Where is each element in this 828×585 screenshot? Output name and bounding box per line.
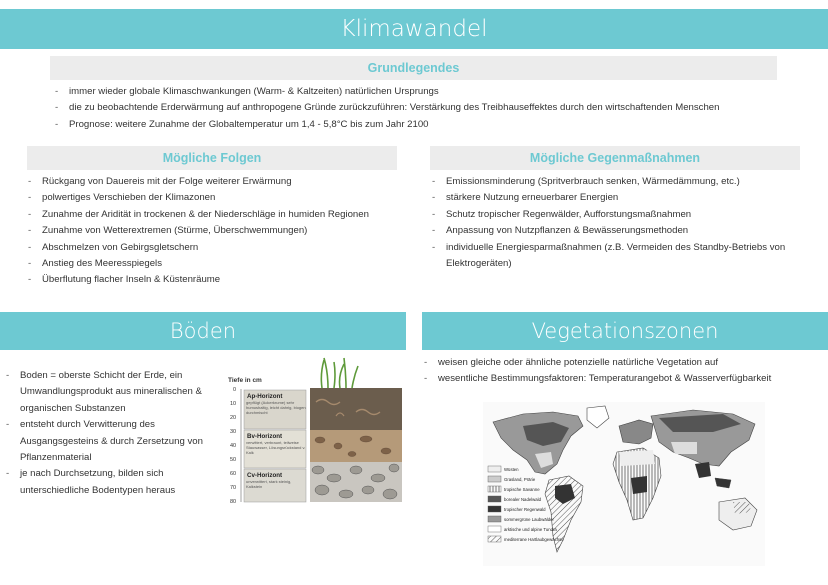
list-item: - Schutz tropischer Regenwälder, Aufforstungsmaßnahmen	[432, 207, 800, 223]
legend-swatch	[488, 536, 501, 542]
legend-swatch	[488, 526, 501, 532]
legend-label: mediterrane Hartlaubgewächse	[504, 537, 564, 542]
list-item: - polwertiges Verschieben der Klimazonen	[28, 190, 408, 206]
list-item: - Prognose: weitere Zunahme der Globaltemperatur um 1,4 - 5,8°C bis zum Jahr 2100	[55, 117, 775, 133]
list-item: - Anpassung von Nutzpflanzen & Bewässerungsmethoden	[432, 223, 800, 239]
grundlegendes-heading: Grundlegendes	[367, 61, 460, 75]
list-item: - Zunahme der Aridität in trockenen & der Niederschläge in humiden Regionen	[28, 207, 408, 223]
list-item: - Rückgang von Dauereis mit der Folge weiterer Erwärmung	[28, 174, 408, 190]
legend-swatch	[488, 466, 501, 472]
list-item: - individuelle Energiesparmaßnahmen (z.B. Vermeiden des Standby-Betriebs von Elektrogeräten)	[432, 240, 800, 273]
bv-horizon-name: Bv-Horizont	[247, 433, 283, 440]
legend-swatch	[488, 506, 501, 512]
legend-swatch	[488, 476, 501, 482]
vegetation-world-map	[483, 402, 765, 566]
vegetation-list	[424, 355, 824, 388]
list-item: - entsteht durch Verwitterung des Ausgangsgesteins & durch Zersetzung von Pflanzenmaterial	[6, 417, 218, 466]
page-title: Klimawandel	[340, 16, 488, 42]
depth-tick: 60	[230, 471, 237, 477]
ap-horizon-desc: gepflügt (Ackerkrume) sehr humushaltig, leicht dahrig, biogen durchmischt	[246, 400, 306, 415]
legend-label: sommergrüne Laubwälder	[504, 517, 554, 522]
depth-tick: 10	[230, 401, 237, 407]
folgen-heading: Mögliche Folgen	[162, 151, 262, 165]
grundlegendes-heading-box	[50, 56, 777, 80]
vegetation-banner	[422, 312, 828, 350]
list-item: - Emissionsminderung (Spritverbrauch senken, Wärmedämmung, etc.)	[432, 174, 800, 190]
legend-label: tropischer Regenwald	[504, 507, 546, 512]
legend-label: Grasland, Prärie	[504, 477, 536, 482]
cv-horizon-desc: unverwittert, stark steinig, Kalkstein	[246, 479, 292, 489]
depth-tick: 20	[230, 415, 237, 421]
list-item: - die zu beobachtende Erderwärmung auf anthropogene Gründe zurückzuführen: Verstärkung des Treibhauseffektes durch den wirtschaftenden Menschen	[55, 100, 775, 116]
list-item: - je nach Durchsetzung, bilden sich unterschiedliche Bodentypen heraus	[6, 466, 218, 499]
list-item: - immer wieder globale Klimaschwankungen (Warm- & Kaltzeiten) natürlichen Ursprungs	[55, 84, 775, 100]
depth-tick: 40	[230, 443, 237, 449]
list-item: - stärkere Nutzung erneuerbarer Energien	[432, 190, 800, 206]
depth-tick: 30	[230, 429, 237, 435]
depth-tick: 50	[230, 457, 237, 463]
legend-label: borealer Nadelwald	[504, 497, 542, 502]
folgen-list	[28, 174, 408, 289]
boeden-banner	[0, 312, 406, 350]
legend-swatch	[488, 486, 501, 492]
boeden-title: Böden	[169, 319, 237, 343]
cv-horizon-name: Cv-Horizont	[247, 472, 283, 479]
list-item: - Zunahme von Wetterextremen (Stürme, Überschwemmungen)	[28, 223, 408, 239]
depth-tick: 0	[233, 387, 237, 393]
list-item: - weisen gleiche oder ähnliche potenzielle natürliche Vegetation auf	[424, 355, 824, 371]
grundlegendes-list	[55, 84, 775, 133]
soil-column-illustration	[310, 358, 402, 502]
folgen-heading-box	[27, 146, 397, 170]
legend-swatch	[488, 496, 501, 502]
depth-tick: 70	[230, 485, 237, 491]
legend-label: tropische Savanne	[504, 487, 540, 492]
list-item: - wesentliche Bestimmungsfaktoren: Temperaturangebot & Wasserverfügbarkeit	[424, 371, 824, 387]
legend-swatch	[488, 516, 501, 522]
massnahmen-list	[432, 174, 800, 272]
list-item: - Abschmelzen von Gebirgsgletschern	[28, 240, 408, 256]
depth-label: Tiefe in cm	[228, 377, 262, 384]
legend-label: arktische und alpine Tundra	[504, 527, 557, 532]
list-item: - Überflutung flacher Inseln & Küstenräume	[28, 272, 408, 288]
soil-profile-diagram	[226, 354, 408, 508]
vegetation-title: Vegetationszonen	[531, 319, 719, 343]
legend-label: Wüsten	[504, 467, 519, 472]
list-item: - Boden = oberste Schicht der Erde, ein Umwandlungsprodukt aus mineralischen & organischen Substanzen	[6, 368, 218, 417]
list-item: - Anstieg des Meeresspiegels	[28, 256, 408, 272]
boeden-list	[6, 368, 218, 499]
ap-horizon-name: Ap-Horizont	[247, 393, 283, 400]
bv-horizon-desc: verwittert, verbraunt, teilweise Stauwasser, Lösungsrückstand v. Kalk	[246, 440, 306, 455]
massnahmen-heading: Mögliche Gegenmaßnahmen	[529, 151, 701, 165]
depth-tick: 80	[230, 499, 237, 505]
massnahmen-heading-box	[430, 146, 800, 170]
title-banner	[0, 9, 828, 49]
